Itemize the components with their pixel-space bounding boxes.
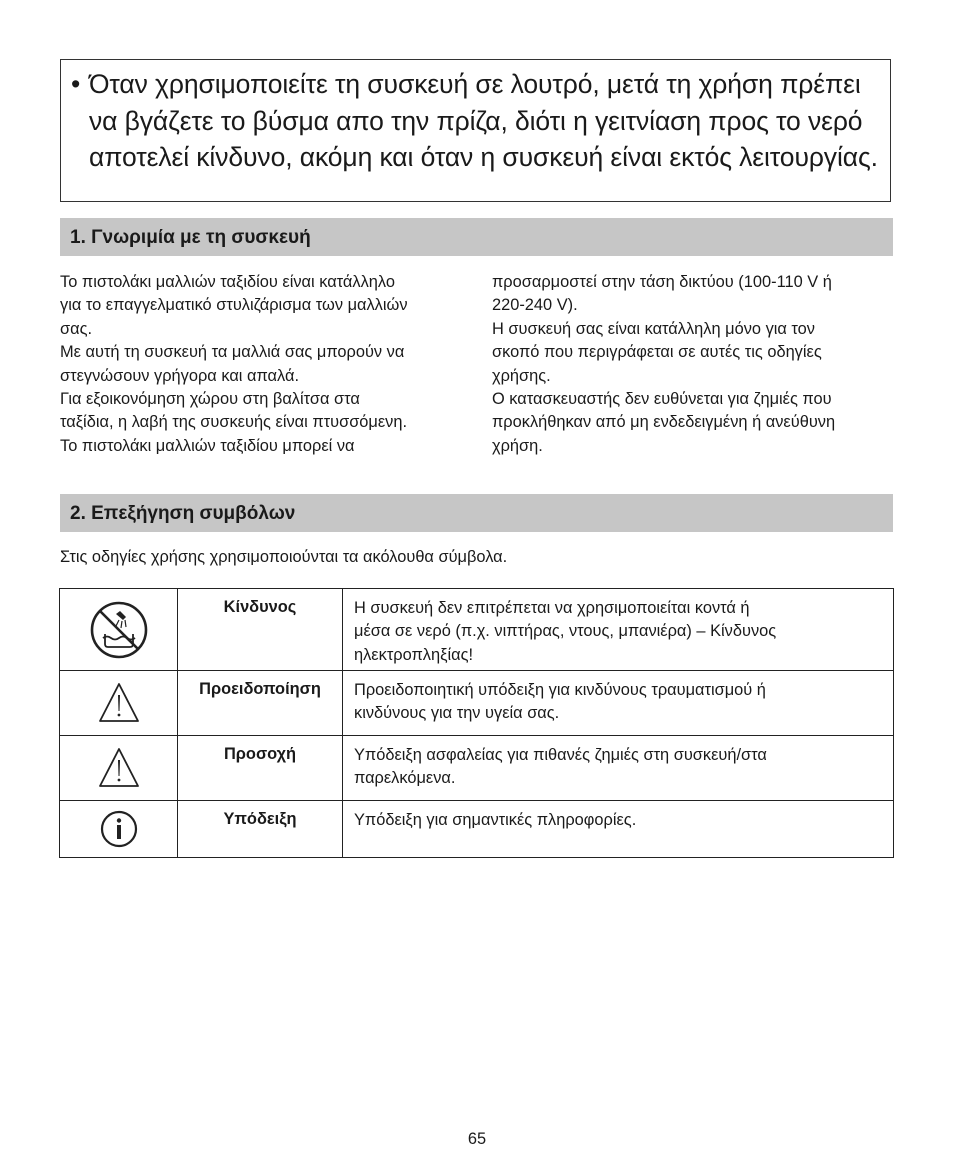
symbol-description xyxy=(343,671,894,736)
paragraph-line: Η συσκευή σας είναι κατάλληλη μόνο για τον xyxy=(492,319,815,338)
description-line: μέσα σε νερό (π.χ. νιπτήρας, ντους, μπανιέρα) – Κίνδυνος xyxy=(354,622,777,641)
paragraph-line: σκοπό που περιγράφεται σε αυτές τις οδηγίες xyxy=(492,343,822,362)
description-line: Η συσκευή δεν επιτρέπεται να χρησιμοποιείται κοντά ή xyxy=(354,599,750,617)
section-1-left-column xyxy=(60,271,408,458)
symbol-name: Προσοχή xyxy=(178,736,343,801)
paragraph-line: Ο κατασκευαστής δεν ευθύνεται για ζημιές που xyxy=(492,390,832,409)
paragraph-line: ταξίδια, η λαβή της συσκευής είναι πτυσσόμενη. xyxy=(60,413,408,432)
symbols-table xyxy=(59,588,894,858)
paragraph-line: χρήση. xyxy=(492,436,543,455)
page-number: 65 xyxy=(467,1130,487,1148)
paragraph-line: προκλήθηκαν από μη ενδεδειγμένη ή ανεύθυνη xyxy=(492,413,836,432)
symbol-name: Κίνδυνος xyxy=(178,589,343,671)
description-line: ηλεκτροπληξίας! xyxy=(354,645,474,664)
table-row xyxy=(60,801,894,858)
section-1-heading: 1. Γνωριμία με τη συσκευή xyxy=(60,218,893,256)
icon-cell xyxy=(60,671,178,736)
table-row xyxy=(60,589,894,671)
no-water-icon xyxy=(60,600,177,660)
description-line: Υπόδειξη ασφαλείας για πιθανές ζημιές στη συσκευή/στα xyxy=(354,746,767,764)
warning-box xyxy=(60,59,891,202)
section-1-right-column xyxy=(492,271,835,458)
paragraph-line: προσαρμοστεί στην τάση δικτύου (100-110 V ή xyxy=(492,273,832,291)
description-line: Προειδοποιητική υπόδειξη για κινδύνους τραυματισμού ή xyxy=(354,681,766,699)
info-icon xyxy=(60,809,177,849)
symbol-name: Προειδοποίηση xyxy=(178,671,343,736)
icon-cell xyxy=(60,801,178,858)
table-row xyxy=(60,736,894,801)
paragraph-line: Με αυτή τη συσκευή τα μαλλιά σας μπορούν να xyxy=(60,343,405,362)
symbol-name: Υπόδειξη xyxy=(178,801,343,858)
warning-triangle-icon xyxy=(60,681,177,725)
paragraph-line: σας. xyxy=(60,319,93,338)
icon-cell xyxy=(60,736,178,801)
icon-cell xyxy=(60,589,178,671)
symbol-description xyxy=(343,736,894,801)
paragraph-line: Το πιστολάκι μαλλιών ταξιδίου είναι κατάλληλο xyxy=(60,273,395,291)
section-2-heading: 2. Επεξήγηση συμβόλων xyxy=(60,494,893,532)
paragraph-line: χρήσης. xyxy=(492,366,551,385)
paragraph-line: Το πιστολάκι μαλλιών ταξιδίου μπορεί να xyxy=(60,436,355,455)
paragraph-line: Για εξοικονόμηση χώρου στη βαλίτσα στα xyxy=(60,390,360,409)
description-line: παρελκόμενα. xyxy=(354,769,456,788)
section-2-intro: Στις οδηγίες χρήσης χρησιμοποιούνται τα ακόλουθα σύμβολα. xyxy=(60,548,508,566)
paragraph-line: 220-240 V). xyxy=(492,296,578,315)
warning-text: Όταν χρησιμοποιείτε τη συσκευή σε λουτρό, μετά τη χρήση πρέπει να βγάζετε το βύσμα απο την πρίζα, διότι η γειτνίαση προς το νερό αποτελεί κίνδυνο, ακόμη και όταν η συσκευή είναι εκτός λειτουργίας. xyxy=(89,69,878,172)
description-line: Υπόδειξη για σημαντικές πληροφορίες. xyxy=(354,811,637,829)
caution-triangle-icon xyxy=(60,746,177,790)
paragraph-line: για το επαγγελματικό στυλιζάρισμα των μαλλιών xyxy=(60,296,408,315)
table-row xyxy=(60,671,894,736)
symbol-description xyxy=(343,801,894,858)
description-line: κινδύνους για την υγεία σας. xyxy=(354,704,560,723)
paragraph-line: στεγνώσουν γρήγορα και απαλά. xyxy=(60,366,300,385)
warning-bullet: • xyxy=(71,69,81,99)
symbol-description xyxy=(343,589,894,671)
